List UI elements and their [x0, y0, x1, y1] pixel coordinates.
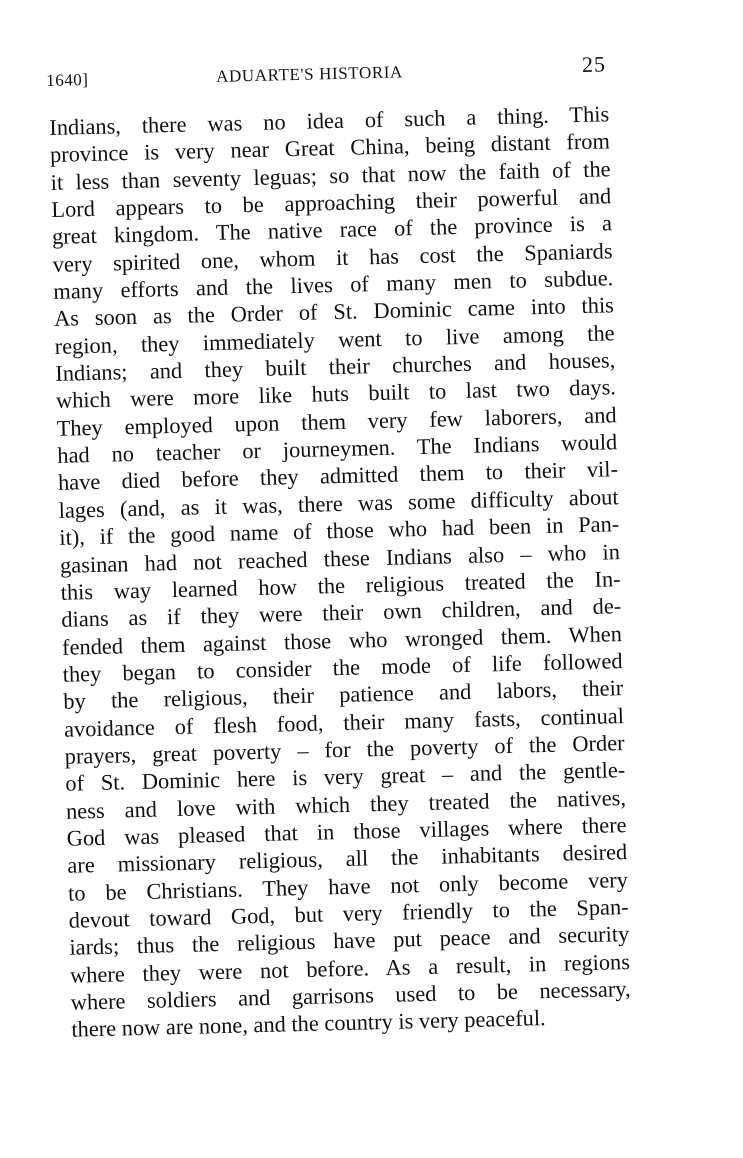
text-line: Lord appears to be approaching their powerful and — [51, 183, 612, 222]
text-line: dians as if they were their own children, and de- — [61, 593, 622, 633]
text-line: many efforts and the lives of many men to subdue. — [53, 265, 614, 304]
year-folio: 1640] — [45, 70, 89, 91]
text-line: As soon as the Order of St. Dominic came into this — [53, 292, 615, 332]
text-line: devout toward God, but very friendly to the Span- — [68, 894, 629, 933]
text-line: great kingdom. The native race of the province is a — [51, 210, 613, 250]
text-line: this way learned how the religious treated the In- — [60, 565, 621, 605]
text-line: Indians; and they built their churches and houses, — [55, 347, 616, 386]
text-line: They employed upon them very few laborers, and — [56, 401, 617, 441]
text-line: to be Christians. They have not only become very — [67, 866, 629, 906]
text-line: it), if the good name of those who had been in Pan- — [59, 511, 620, 551]
text-line: province is very near Great China, being distant from — [49, 128, 611, 168]
text-line: which were more like huts built to last two days. — [55, 374, 617, 414]
text-line: have died before they admitted them to their vil- — [57, 456, 619, 496]
text-line: are missionary religious, all the inhabitants desired — [67, 839, 628, 879]
text-line: they began to consider the mode of life followed — [62, 648, 623, 687]
text-line: God was pleased that in those villages where there — [66, 812, 627, 851]
text-line: Indians, there was no idea of such a thing. This — [49, 101, 610, 140]
text-line: lages (and, as it was, there was some difficulty about — [58, 483, 619, 523]
body-paragraph — [49, 100, 632, 1043]
text-line: where soldiers and garrisons used to be necessary, — [70, 976, 631, 1015]
page-number: 25 — [581, 51, 607, 77]
text-line: region, they immediately went to live among the — [54, 319, 615, 359]
text-line: where they were not before. As a result, in regions — [69, 948, 631, 988]
text-line: very spirited one, whom it has cost the Spaniards — [52, 237, 613, 277]
text-line: it less than seventy leguas; so that now the faith of the — [50, 155, 611, 195]
text-line: of St. Dominic here is very great – and the gentle- — [65, 757, 626, 797]
text-line: iards; thus the religious have put peace and security — [69, 921, 630, 961]
text-line: ness and love with which they treated the natives, — [65, 784, 627, 824]
text-line: fended them against those who wronged them. When — [61, 620, 623, 660]
running-title: ADUARTE'S HISTORIA — [215, 62, 404, 86]
text-line: there now are none, and the country is very peaceful. — [71, 1005, 546, 1043]
text-line: had no teacher or journeymen. The Indians would — [57, 429, 618, 468]
text-line: avoidance of flesh food, their many fasts, continual — [63, 702, 625, 742]
text-line: prayers, great poverty – for the poverty of the Order — [64, 730, 625, 769]
running-head — [46, 53, 607, 95]
text-line: by the religious, their patience and labors, their — [63, 675, 624, 715]
text-line: gasinan had not reached these Indians also – who in — [59, 538, 621, 578]
